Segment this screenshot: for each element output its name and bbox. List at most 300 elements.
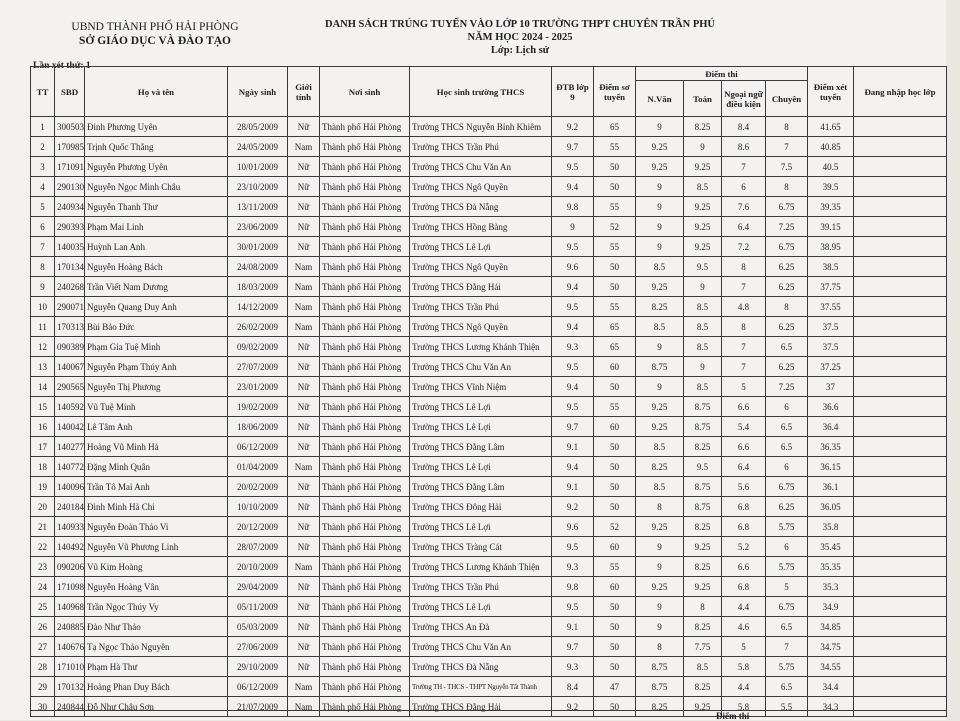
cell-gender: Nữ	[288, 617, 320, 637]
cell-name: Phạm Gia Tuệ Minh	[85, 337, 228, 357]
cell-prelim: 60	[594, 537, 636, 557]
table-row	[31, 577, 947, 597]
cell-tt: 25	[31, 597, 55, 617]
cell-tt: 18	[31, 457, 55, 477]
cell-name: Hoàng Phan Duy Bách	[85, 677, 228, 697]
cell-dob: 24/08/2009	[228, 257, 288, 277]
cell-tt: 30	[31, 697, 55, 717]
cell-total: 35.35	[808, 557, 854, 577]
results-body	[31, 117, 947, 717]
cell-name: Nguyễn Phương Uyên	[85, 157, 228, 177]
cell-foreign: 6.4	[722, 217, 766, 237]
cell-prelim: 50	[594, 437, 636, 457]
cell-birthplace: Thành phố Hải Phòng	[320, 257, 410, 277]
cell-birthplace: Thành phố Hải Phòng	[320, 137, 410, 157]
cell-gender: Nam	[288, 277, 320, 297]
cell-lit: 9	[636, 597, 684, 617]
cell-total: 34.3	[808, 697, 854, 717]
cell-sbd: 140676	[55, 637, 85, 657]
cell-tt: 15	[31, 397, 55, 417]
cell-sbd: 290130	[55, 177, 85, 197]
cell-special: 7	[766, 637, 808, 657]
cell-dob: 20/12/2009	[228, 517, 288, 537]
cell-prelim: 55	[594, 397, 636, 417]
cell-login	[854, 637, 947, 657]
cell-gender: Nam	[288, 257, 320, 277]
cell-school: Trường THCS Lê Lợi	[410, 397, 552, 417]
cell-gender: Nữ	[288, 517, 320, 537]
cell-dtb: 9.5	[552, 157, 594, 177]
cell-dob: 20/10/2009	[228, 557, 288, 577]
cell-sbd: 170134	[55, 257, 85, 277]
cell-tt: 27	[31, 637, 55, 657]
cell-math: 8.25	[684, 557, 722, 577]
cell-special: 5	[766, 577, 808, 597]
cell-name: Nguyễn Thị Phương	[85, 377, 228, 397]
cell-foreign: 6.4	[722, 457, 766, 477]
table-row	[31, 237, 947, 257]
cell-birthplace: Thành phố Hải Phòng	[320, 497, 410, 517]
cell-dtb: 9.8	[552, 577, 594, 597]
cell-school: Trường THCS Vĩnh Niệm	[410, 377, 552, 397]
cell-birthplace: Thành phố Hải Phòng	[320, 237, 410, 257]
cell-prelim: 50	[594, 377, 636, 397]
cell-special: 6.5	[766, 417, 808, 437]
cell-name: Trần Viết Nam Dương	[85, 277, 228, 297]
cell-special: 6	[766, 397, 808, 417]
cell-math: 8.75	[684, 477, 722, 497]
header-prelim: Điểm sơ tuyển	[594, 67, 636, 117]
cell-name: Nguyễn Quang Duy Anh	[85, 297, 228, 317]
cell-dob: 10/10/2009	[228, 497, 288, 517]
cell-foreign: 6.6	[722, 397, 766, 417]
cell-gender: Nam	[288, 297, 320, 317]
cell-math: 9.5	[684, 457, 722, 477]
cell-dtb: 9.2	[552, 117, 594, 137]
cell-math: 8.5	[684, 317, 722, 337]
cell-lit: 9	[636, 537, 684, 557]
cell-prelim: 50	[594, 637, 636, 657]
cell-dtb: 9	[552, 217, 594, 237]
cell-birthplace: Thành phố Hải Phòng	[320, 277, 410, 297]
header-dtb: ĐTB lớp 9	[552, 67, 594, 117]
cell-lit: 9.25	[636, 157, 684, 177]
cell-login	[854, 257, 947, 277]
cell-gender: Nữ	[288, 597, 320, 617]
cell-math: 8.5	[684, 377, 722, 397]
table-row	[31, 477, 947, 497]
header-special: Chuyên	[766, 81, 808, 117]
cell-login	[854, 597, 947, 617]
cell-foreign: 5	[722, 637, 766, 657]
cell-foreign: 6.8	[722, 577, 766, 597]
cell-tt: 14	[31, 377, 55, 397]
cell-prelim: 55	[594, 137, 636, 157]
cell-gender: Nữ	[288, 437, 320, 457]
cell-gender: Nam	[288, 137, 320, 157]
cell-foreign: 4.8	[722, 297, 766, 317]
cell-lit: 9.25	[636, 577, 684, 597]
cell-total: 35.8	[808, 517, 854, 537]
cell-dob: 14/12/2009	[228, 297, 288, 317]
cell-dtb: 9.3	[552, 557, 594, 577]
cell-school: Trường THCS Nguyễn Bỉnh Khiêm	[410, 117, 552, 137]
cell-school: Trường THCS Đông Hải	[410, 497, 552, 517]
cell-prelim: 65	[594, 117, 636, 137]
cell-foreign: 5.4	[722, 417, 766, 437]
cell-dob: 10/01/2009	[228, 157, 288, 177]
cell-school: Trường THCS Tràng Cát	[410, 537, 552, 557]
cell-dob: 18/03/2009	[228, 277, 288, 297]
cell-lit: 9	[636, 617, 684, 637]
cell-dtb: 9.4	[552, 277, 594, 297]
cell-foreign: 6.8	[722, 497, 766, 517]
cell-school: Trường THCS Đằng Hải	[410, 697, 552, 717]
cell-school: Trường THCS Hồng Bàng	[410, 217, 552, 237]
cell-math: 8.75	[684, 397, 722, 417]
cell-school: Trường THCS Chu Văn An	[410, 157, 552, 177]
cell-math: 9.25	[684, 697, 722, 717]
cell-sbd: 140042	[55, 417, 85, 437]
cell-birthplace: Thành phố Hải Phòng	[320, 177, 410, 197]
table-row	[31, 257, 947, 277]
cell-foreign: 7	[722, 277, 766, 297]
table-row	[31, 197, 947, 217]
cell-dob: 13/11/2009	[228, 197, 288, 217]
cell-dtb: 9.7	[552, 637, 594, 657]
cell-dob: 20/02/2009	[228, 477, 288, 497]
cell-gender: Nữ	[288, 217, 320, 237]
cell-lit: 8.75	[636, 357, 684, 377]
cell-total: 37	[808, 377, 854, 397]
header-school: Học sinh trường THCS	[410, 67, 552, 117]
cell-sbd: 240184	[55, 497, 85, 517]
cell-dob: 19/02/2009	[228, 397, 288, 417]
cell-name: Nguyễn Phạm Thúy Anh	[85, 357, 228, 377]
cell-special: 6.5	[766, 617, 808, 637]
cell-foreign: 8	[722, 257, 766, 277]
cell-math: 9.25	[684, 537, 722, 557]
cell-gender: Nam	[288, 557, 320, 577]
cell-dtb: 9.6	[552, 257, 594, 277]
header-math: Toán	[684, 81, 722, 117]
cell-sbd: 171098	[55, 577, 85, 597]
table-row	[31, 657, 947, 677]
cell-login	[854, 657, 947, 677]
cell-login	[854, 577, 947, 597]
table-row	[31, 217, 947, 237]
cell-total: 35.3	[808, 577, 854, 597]
cell-school: Trường THCS Đà Nẵng	[410, 197, 552, 217]
cell-birthplace: Thành phố Hải Phòng	[320, 637, 410, 657]
title-line-3: Lớp: Lịch sử	[490, 45, 550, 56]
cell-school: Trường THCS Chu Văn An	[410, 357, 552, 377]
cell-name: Lê Tâm Anh	[85, 417, 228, 437]
cell-dtb: 9.4	[552, 457, 594, 477]
cell-total: 38.5	[808, 257, 854, 277]
cell-prelim: 50	[594, 477, 636, 497]
cell-birthplace: Thành phố Hải Phòng	[320, 317, 410, 337]
cell-school: Trường THCS Đà Nẵng	[410, 657, 552, 677]
cell-login	[854, 457, 947, 477]
cell-dob: 26/02/2009	[228, 317, 288, 337]
cell-foreign: 5.8	[722, 657, 766, 677]
cell-login	[854, 317, 947, 337]
table-row	[31, 677, 947, 697]
cell-birthplace: Thành phố Hải Phòng	[320, 697, 410, 717]
cell-school: Trường THCS Lương Khánh Thiện	[410, 337, 552, 357]
cell-dtb: 9.8	[552, 197, 594, 217]
cell-name: Phạm Hà Thư	[85, 657, 228, 677]
cell-lit: 8.25	[636, 457, 684, 477]
cell-lit: 9	[636, 337, 684, 357]
cell-gender: Nữ	[288, 177, 320, 197]
cell-school: Trường THCS Lương Khánh Thiện	[410, 557, 552, 577]
cell-login	[854, 337, 947, 357]
header-total: Điểm xét tuyển	[808, 67, 854, 117]
cell-login	[854, 237, 947, 257]
cell-lit: 9.25	[636, 517, 684, 537]
cell-special: 7.25	[766, 217, 808, 237]
cell-tt: 7	[31, 237, 55, 257]
cell-lit: 9	[636, 217, 684, 237]
cell-tt: 16	[31, 417, 55, 437]
table-row	[31, 617, 947, 637]
cell-dob: 05/11/2009	[228, 597, 288, 617]
cell-dob: 28/05/2009	[228, 117, 288, 137]
cell-tt: 19	[31, 477, 55, 497]
cell-lit: 8	[636, 637, 684, 657]
cell-special: 6	[766, 457, 808, 477]
cell-total: 39.35	[808, 197, 854, 217]
cell-birthplace: Thành phố Hải Phòng	[320, 417, 410, 437]
cell-dtb: 9.4	[552, 317, 594, 337]
cell-name: Vũ Tuệ Minh	[85, 397, 228, 417]
cell-total: 36.6	[808, 397, 854, 417]
table-row	[31, 497, 947, 517]
cell-prelim: 50	[594, 497, 636, 517]
cell-gender: Nữ	[288, 497, 320, 517]
cell-math: 8.25	[684, 617, 722, 637]
cell-special: 5.75	[766, 517, 808, 537]
cell-dob: 29/10/2009	[228, 657, 288, 677]
cell-dtb: 9.5	[552, 537, 594, 557]
cell-lit: 9.25	[636, 137, 684, 157]
cell-login	[854, 617, 947, 637]
cell-sbd: 290393	[55, 217, 85, 237]
cell-total: 39.5	[808, 177, 854, 197]
cell-gender: Nữ	[288, 237, 320, 257]
cell-gender: Nam	[288, 697, 320, 717]
cell-sbd: 140933	[55, 517, 85, 537]
cell-foreign: 6.6	[722, 437, 766, 457]
cell-lit: 8.75	[636, 657, 684, 677]
cell-gender: Nữ	[288, 157, 320, 177]
cell-login	[854, 517, 947, 537]
cell-birthplace: Thành phố Hải Phòng	[320, 217, 410, 237]
cell-lit: 8.5	[636, 437, 684, 457]
table-row	[31, 537, 947, 557]
table-row	[31, 157, 947, 177]
cell-lit: 9.25	[636, 397, 684, 417]
cell-total: 34.85	[808, 617, 854, 637]
cell-birthplace: Thành phố Hải Phòng	[320, 197, 410, 217]
cell-dob: 28/07/2009	[228, 537, 288, 557]
cell-special: 6.5	[766, 437, 808, 457]
cell-birthplace: Thành phố Hải Phòng	[320, 577, 410, 597]
cell-school: Trường THCS Lê Lợi	[410, 417, 552, 437]
header-dob: Ngày sinh	[228, 67, 288, 117]
table-row	[31, 177, 947, 197]
cell-math: 8.25	[684, 117, 722, 137]
cell-birthplace: Thành phố Hải Phòng	[320, 517, 410, 537]
cell-login	[854, 157, 947, 177]
cell-prelim: 50	[594, 597, 636, 617]
cell-gender: Nữ	[288, 337, 320, 357]
cell-school: Trường THCS Đằng Lâm	[410, 437, 552, 457]
cell-birthplace: Thành phố Hải Phòng	[320, 117, 410, 137]
cell-sbd: 171010	[55, 657, 85, 677]
cell-school: Trường THCS Lê Lợi	[410, 517, 552, 537]
cell-login	[854, 677, 947, 697]
cell-login	[854, 197, 947, 217]
cell-dtb: 9.6	[552, 517, 594, 537]
cell-name: Huỳnh Lan Anh	[85, 237, 228, 257]
cell-login	[854, 537, 947, 557]
cell-special: 6.5	[766, 677, 808, 697]
cell-total: 36.05	[808, 497, 854, 517]
cell-dtb: 9.1	[552, 617, 594, 637]
cell-foreign: 6.8	[722, 517, 766, 537]
cell-prelim: 55	[594, 197, 636, 217]
cell-tt: 24	[31, 577, 55, 597]
cell-tt: 1	[31, 117, 55, 137]
table-row	[31, 277, 947, 297]
cell-school: Trường THCS Trần Phú	[410, 577, 552, 597]
cell-foreign: 4.6	[722, 617, 766, 637]
cell-total: 34.4	[808, 677, 854, 697]
cell-prelim: 60	[594, 577, 636, 597]
cell-login	[854, 217, 947, 237]
cell-school: Trường THCS Lê Lợi	[410, 237, 552, 257]
cell-prelim: 50	[594, 157, 636, 177]
cell-math: 9	[684, 277, 722, 297]
cell-prelim: 50	[594, 617, 636, 637]
header-sbd: SBD	[55, 67, 85, 117]
cell-gender: Nam	[288, 677, 320, 697]
cell-school: Trường THCS Đằng Hải	[410, 277, 552, 297]
cell-math: 9.25	[684, 197, 722, 217]
cell-sbd: 240885	[55, 617, 85, 637]
cell-total: 37.25	[808, 357, 854, 377]
cell-prelim: 52	[594, 517, 636, 537]
cell-lit: 8.25	[636, 697, 684, 717]
cell-gender: Nữ	[288, 637, 320, 657]
cell-birthplace: Thành phố Hải Phòng	[320, 337, 410, 357]
cell-sbd: 240268	[55, 277, 85, 297]
cell-dtb: 9.5	[552, 397, 594, 417]
cell-tt: 28	[31, 657, 55, 677]
cell-foreign: 5.8	[722, 697, 766, 717]
cell-math: 8.75	[684, 497, 722, 517]
cell-dob: 30/01/2009	[228, 237, 288, 257]
cell-birthplace: Thành phố Hải Phòng	[320, 457, 410, 477]
cell-dtb: 9.5	[552, 597, 594, 617]
header-foreign: Ngoại ngữ điều kiện	[722, 81, 766, 117]
cell-foreign: 7.6	[722, 197, 766, 217]
cell-total: 37.5	[808, 337, 854, 357]
cell-total: 36.15	[808, 457, 854, 477]
next-page-exam-label: Điểm thi	[716, 711, 750, 721]
cell-dob: 21/07/2009	[228, 697, 288, 717]
cell-sbd: 171091	[55, 157, 85, 177]
cell-name: Nguyễn Hoàng Bách	[85, 257, 228, 277]
cell-name: Tạ Ngọc Thảo Nguyên	[85, 637, 228, 657]
results-table	[30, 66, 947, 717]
cell-total: 37.5	[808, 317, 854, 337]
cell-name: Đào Như Thảo	[85, 617, 228, 637]
header-gender: Giới tính	[288, 67, 320, 117]
cell-total: 37.75	[808, 277, 854, 297]
cell-dob: 06/12/2009	[228, 677, 288, 697]
cell-total: 40.85	[808, 137, 854, 157]
cell-special: 8	[766, 297, 808, 317]
cell-prelim: 50	[594, 457, 636, 477]
cell-special: 5.75	[766, 557, 808, 577]
cell-special: 8	[766, 117, 808, 137]
table-row	[31, 317, 947, 337]
cell-dob: 23/01/2009	[228, 377, 288, 397]
cell-tt: 10	[31, 297, 55, 317]
cell-tt: 3	[31, 157, 55, 177]
cell-foreign: 8.4	[722, 117, 766, 137]
cell-dtb: 8.4	[552, 677, 594, 697]
cell-foreign: 7	[722, 157, 766, 177]
cell-login	[854, 397, 947, 417]
cell-special: 6.25	[766, 257, 808, 277]
cell-tt: 5	[31, 197, 55, 217]
cell-dtb: 9.4	[552, 377, 594, 397]
cell-prelim: 55	[594, 297, 636, 317]
cell-dob: 23/06/2009	[228, 217, 288, 237]
cell-lit: 8.25	[636, 297, 684, 317]
cell-math: 8.25	[684, 677, 722, 697]
cell-sbd: 240844	[55, 697, 85, 717]
cell-math: 8.25	[684, 517, 722, 537]
cell-name: Đỗ Như Châu Sơn	[85, 697, 228, 717]
cell-total: 34.75	[808, 637, 854, 657]
document-title	[320, 18, 720, 57]
cell-dob: 23/10/2009	[228, 177, 288, 197]
cell-name: Đinh Minh Hà Chi	[85, 497, 228, 517]
cell-total: 36.1	[808, 477, 854, 497]
cell-dtb: 9.1	[552, 437, 594, 457]
cell-school: Trường THCS Ngô Quyền	[410, 317, 552, 337]
cell-math: 9	[684, 357, 722, 377]
cell-prelim: 55	[594, 557, 636, 577]
cell-dtb: 9.5	[552, 237, 594, 257]
cell-sbd: 170985	[55, 137, 85, 157]
cell-foreign: 8	[722, 317, 766, 337]
cell-lit: 8.5	[636, 477, 684, 497]
cell-math: 8.5	[684, 297, 722, 317]
cell-name: Phạm Mai Linh	[85, 217, 228, 237]
cell-math: 7.75	[684, 637, 722, 657]
header-tt: TT	[31, 67, 55, 117]
cell-tt: 26	[31, 617, 55, 637]
table-row	[31, 437, 947, 457]
cell-lit: 9	[636, 237, 684, 257]
